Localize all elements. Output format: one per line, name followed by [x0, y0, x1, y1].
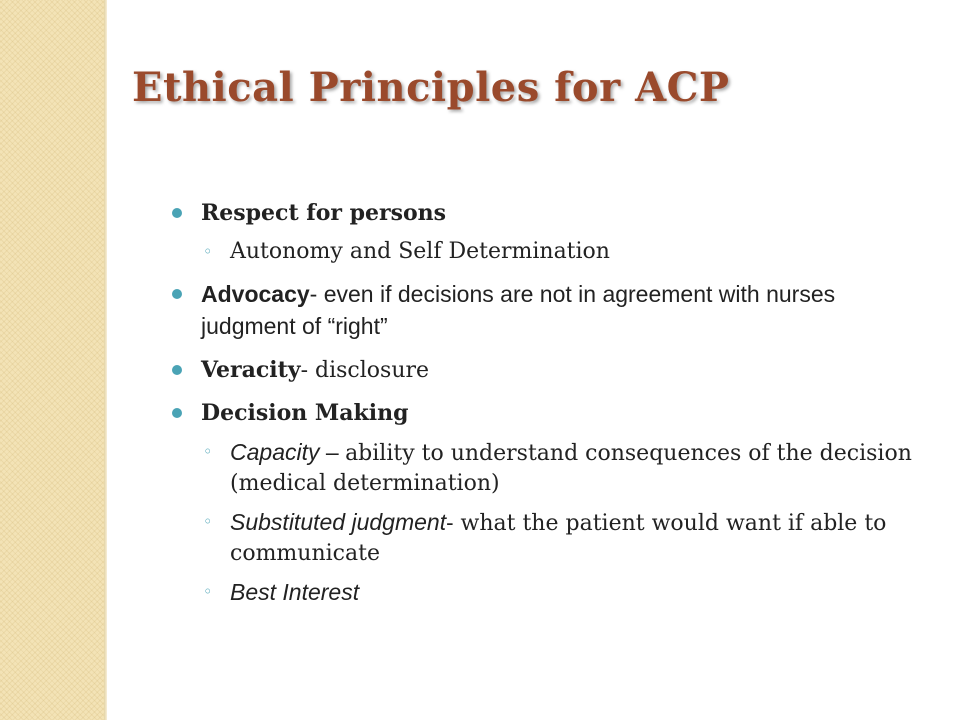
- sub-bullet-autonomy: [172, 237, 932, 267]
- sidebar-divider: [104, 0, 107, 720]
- sub-bullet-text: Autonomy and Self Determination: [230, 239, 610, 264]
- sub-bullet-text: - what the patient would want if able to communicate: [230, 511, 887, 566]
- sub-bullet-ring-icon: ◦: [203, 242, 213, 261]
- bullet-heading: Decision Making: [201, 400, 409, 426]
- bullet-heading: Veracity: [201, 357, 301, 383]
- slide-title: Ethical Principles for ACP: [132, 64, 730, 111]
- sub-bullet-ring-icon: ◦: [203, 442, 213, 461]
- sub-bullet-term: Capacity: [230, 439, 320, 465]
- bullet-text: - even if decisions are not in agreement with nurses judgment of “right”: [201, 281, 836, 339]
- sub-bullet-term: Best Interest: [230, 579, 360, 605]
- sub-bullet-best-interest: [172, 577, 932, 609]
- bullet-respect-for-persons: [172, 198, 932, 229]
- bullet-decision-making: [172, 398, 932, 429]
- bullet-heading: Advocacy: [201, 281, 310, 307]
- sub-bullet-text: ability to understand consequences of the decision (medical determination): [230, 441, 912, 496]
- bullet-veracity: [172, 355, 932, 386]
- sub-bullet-ring-icon: ◦: [203, 512, 213, 531]
- sub-bullet-dash: –: [319, 439, 346, 465]
- sub-bullet-capacity: [172, 437, 932, 499]
- bullet-text: - disclosure: [300, 358, 430, 383]
- bullet-dot-icon: [172, 208, 182, 218]
- bullet-dot-icon: [172, 365, 182, 375]
- decorative-sidebar: [0, 0, 104, 720]
- bullet-advocacy: [172, 279, 932, 343]
- bullet-dot-icon: [172, 289, 182, 299]
- sub-bullet-ring-icon: ◦: [203, 582, 213, 601]
- bullet-list: [172, 198, 932, 621]
- sub-bullet-substituted-judgment: [172, 507, 932, 569]
- sub-bullet-term: Substituted judgment: [230, 509, 447, 535]
- bullet-heading: Respect for persons: [201, 200, 447, 226]
- bullet-dot-icon: [172, 408, 182, 418]
